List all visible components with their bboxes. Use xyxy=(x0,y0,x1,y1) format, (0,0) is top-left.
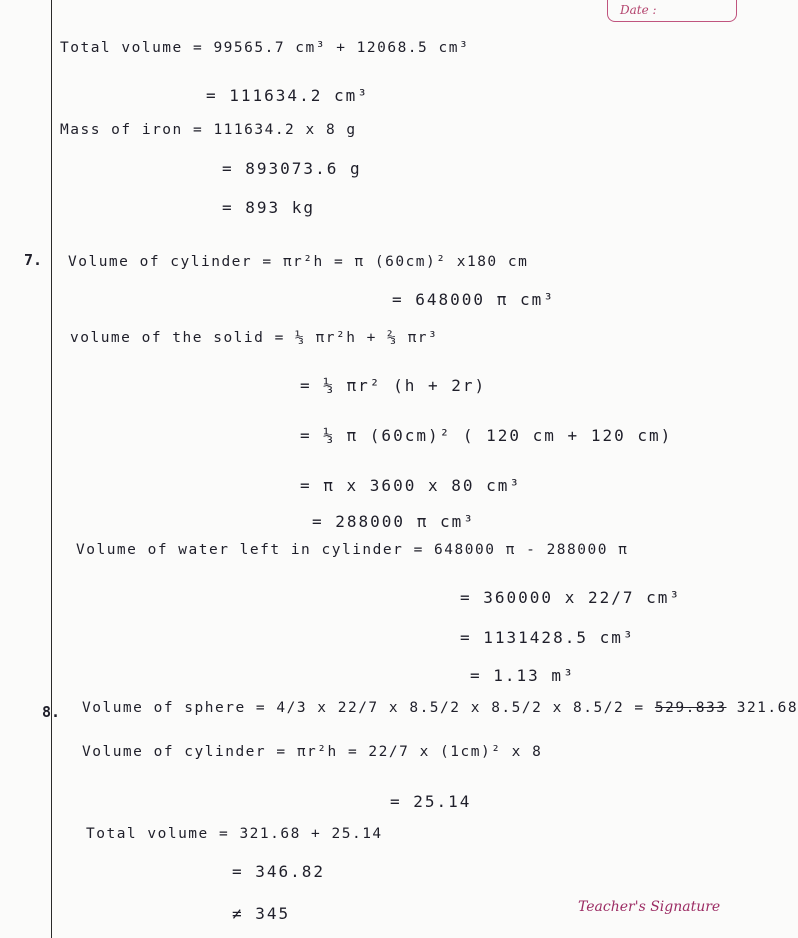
total-volume-result: = 111634.2 cm³ xyxy=(206,86,369,105)
volume-cylinder-8-line: Volume of cylinder = πr²h = 22/7 x (1cm)² x 8 xyxy=(82,744,543,760)
total-volume-8-result: ≠ 345 xyxy=(232,904,291,923)
volume-cylinder-result: = 648000 π cm³ xyxy=(392,290,555,309)
margin-line xyxy=(51,0,52,938)
question-7-number: 7. xyxy=(24,251,43,269)
crossed-out-value: 529.833 xyxy=(654,700,727,716)
total-volume-8-step-2: = 346.82 xyxy=(232,862,326,881)
volume-cylinder-8-result: = 25.14 xyxy=(390,792,472,811)
teacher-signature-label: Teacher's Signature xyxy=(578,899,721,915)
date-box: Date : xyxy=(607,0,737,22)
question-8-number: 8. xyxy=(42,703,61,721)
volume-sphere-expression: Volume of sphere = 4/3 x 22/7 x 8.5/2 x 8.5/2 x 8.5/2 = xyxy=(82,700,645,716)
mass-kg-line: = 893 kg xyxy=(222,198,316,217)
water-left-step-3: = 1131428.5 cm³ xyxy=(460,628,635,647)
volume-cylinder-line: Volume of cylinder = πr²h = π (60cm)² x180 cm xyxy=(68,254,529,270)
mass-of-iron-line: Mass of iron = 111634.2 x 8 g xyxy=(60,122,357,138)
water-left-result: = 1.13 m³ xyxy=(470,666,575,685)
water-left-line: Volume of water left in cylinder = 648000 π - 288000 π xyxy=(76,542,629,558)
water-left-step-2: = 360000 x 22/7 cm³ xyxy=(460,588,682,607)
volume-solid-line: volume of the solid = ⅓ πr²h + ⅔ πr³ xyxy=(70,330,439,346)
volume-solid-step-3: = ⅓ π (60cm)² ( 120 cm + 120 cm) xyxy=(300,426,673,445)
total-volume-line: Total volume = 99565.7 cm³ + 12068.5 cm³ xyxy=(60,40,470,56)
mass-grams-line: = 893073.6 g xyxy=(222,159,362,178)
volume-sphere-line xyxy=(82,700,798,716)
volume-solid-step-2: = ⅓ πr² (h + 2r) xyxy=(300,376,487,395)
volume-sphere-result: 321.68 xyxy=(736,700,798,716)
volume-solid-result: = 288000 π cm³ xyxy=(312,512,475,531)
total-volume-8-line: Total volume = 321.68 + 25.14 xyxy=(86,826,383,842)
volume-solid-step-4: = π x 3600 x 80 cm³ xyxy=(300,476,522,495)
